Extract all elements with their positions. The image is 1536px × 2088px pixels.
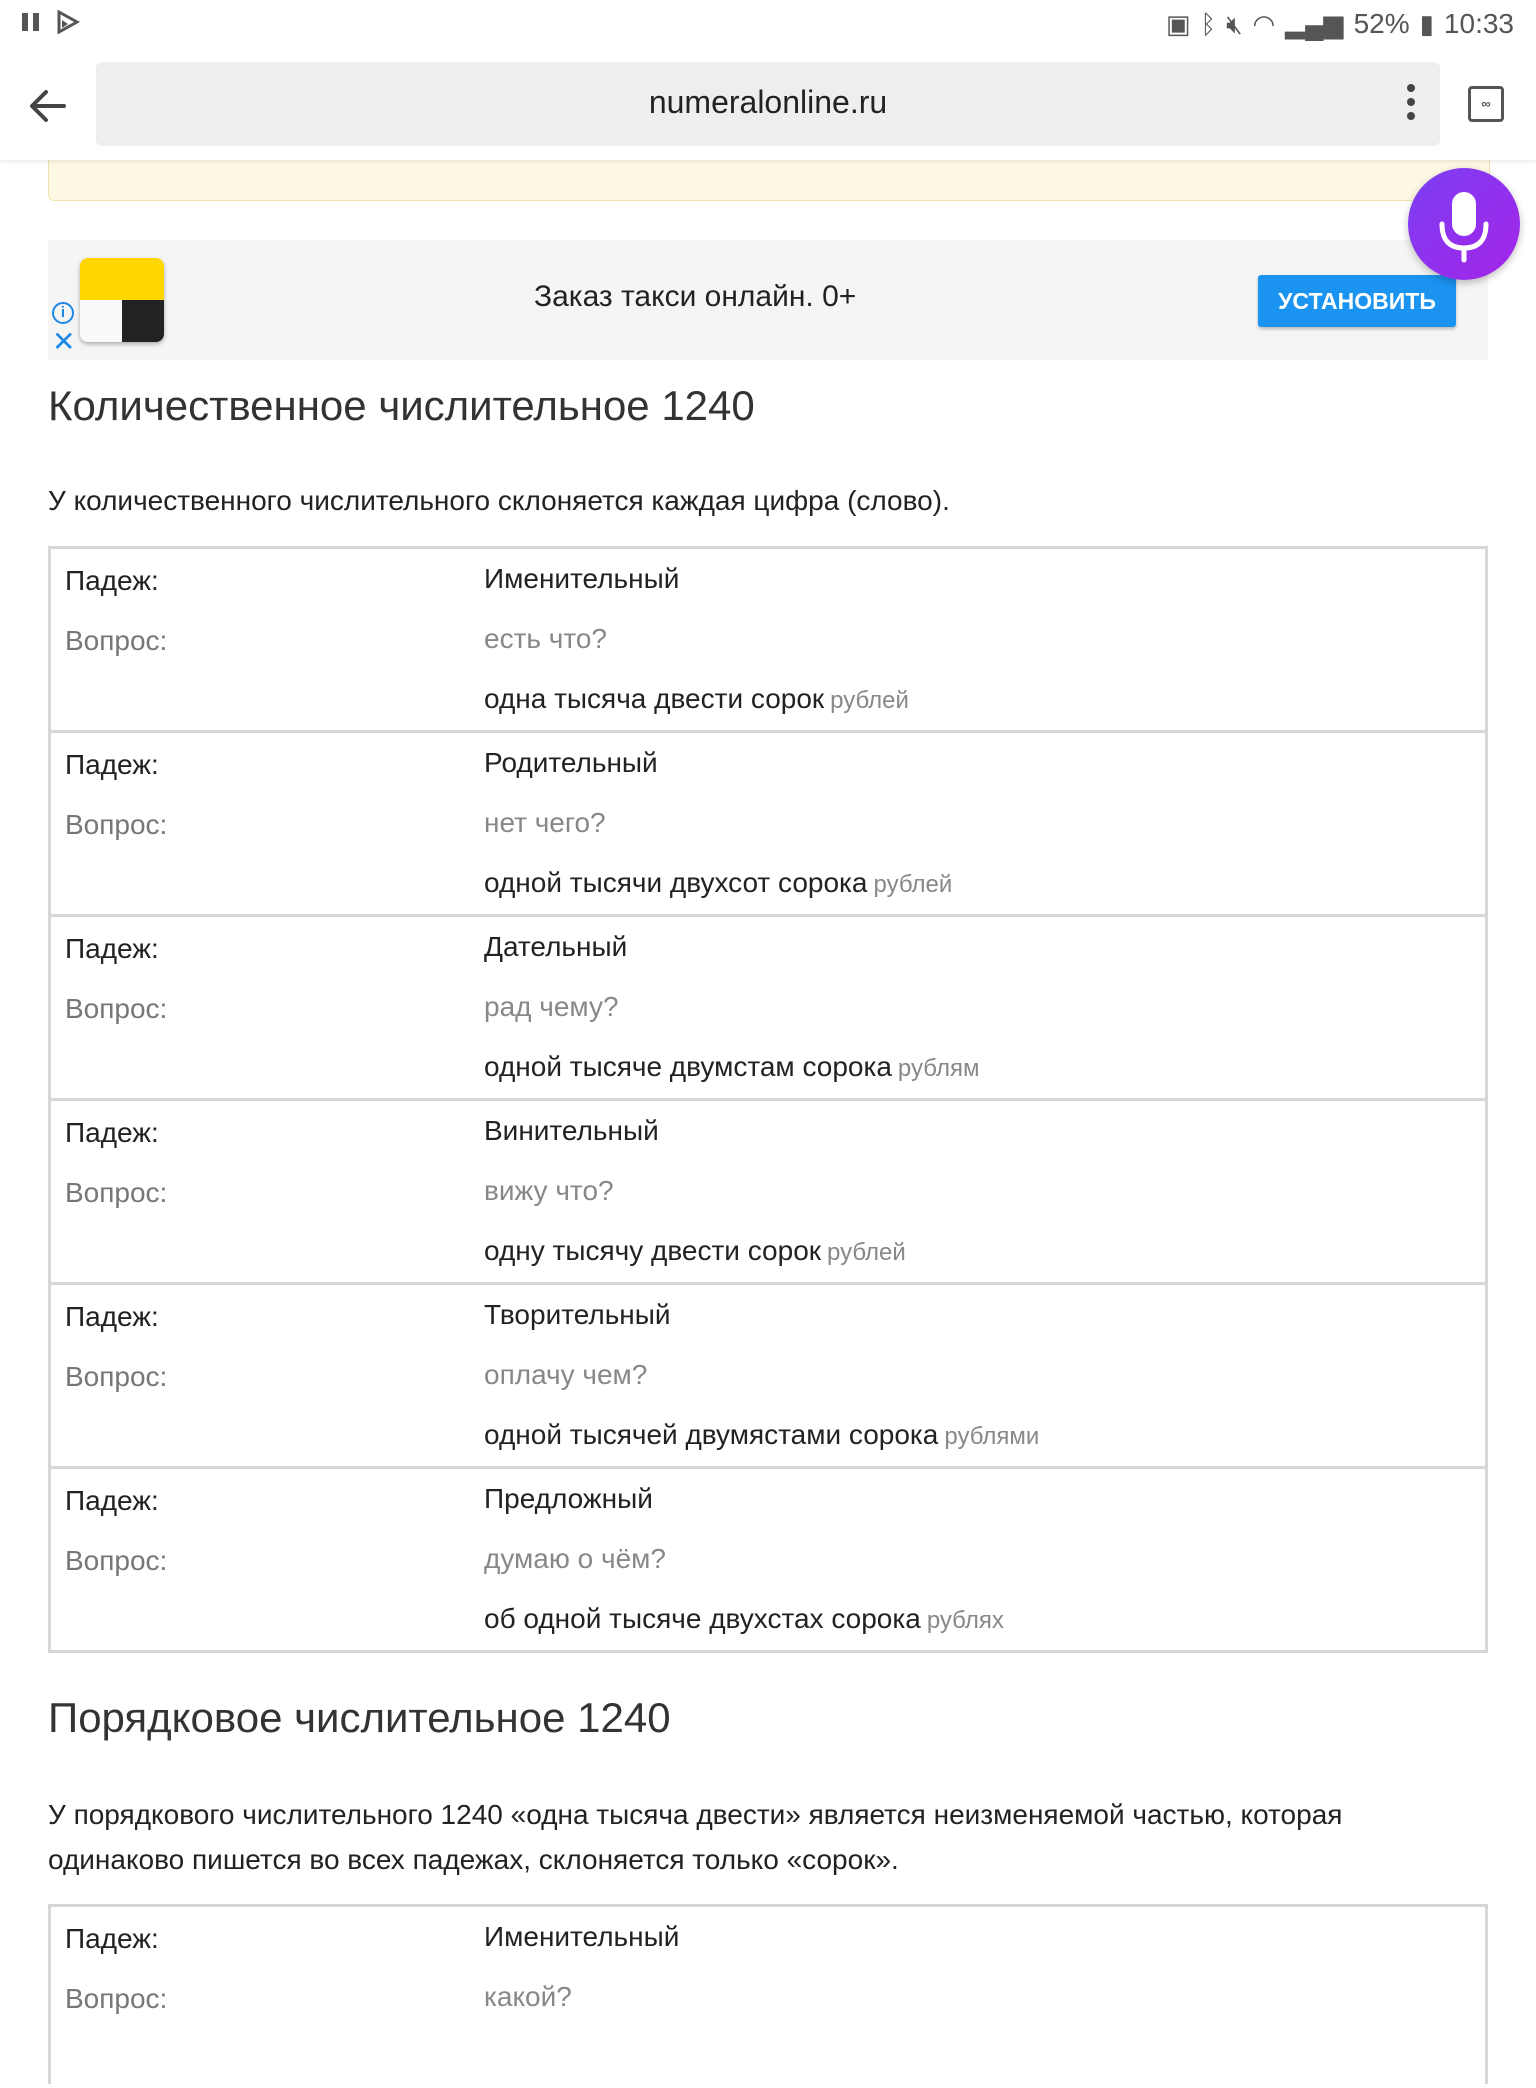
battery-percent: 52% [1353,8,1410,39]
question-label: Вопрос: [65,809,168,840]
case-name: Родительный [484,747,658,778]
numeral-words: одной тысяче двумстам сорока [484,1051,892,1082]
status-left [20,10,80,34]
case-label: Падеж: [65,1485,159,1516]
case-label: Падеж: [65,565,159,596]
case-question: нет чего? [484,807,606,838]
table-row [51,1469,1485,1650]
case-question: есть что? [484,623,608,654]
clock: 10:33 [1443,8,1514,39]
case-label: Падеж: [65,1301,159,1332]
question-label: Вопрос: [65,1545,168,1576]
case-question: вижу что? [484,1175,614,1206]
voice-assistant-button[interactable] [1408,168,1520,280]
numeral-form [484,1051,979,1083]
case-label: Падеж: [65,1117,159,1148]
case-name: Именительный [484,1921,680,1952]
menu-dots-icon[interactable] [1406,84,1416,124]
status-bar [0,0,1536,52]
question-label: Вопрос: [65,993,168,1024]
battery-saver-icon: ▣ [1165,9,1191,39]
numeral-form [484,683,909,715]
play-store-icon [56,10,80,34]
pause-icon [20,11,42,33]
microphone-icon [1408,168,1520,280]
case-label: Падеж: [65,933,159,964]
case-question: рад чему? [484,991,619,1022]
install-button[interactable]: УСТАНОВИТЬ [1258,275,1456,327]
table-row [51,917,1485,1101]
unit-word: рублям [897,1055,980,1082]
case-label: Падеж: [65,1923,159,1954]
case-label: Падеж: [65,749,159,780]
case-name: Творительный [484,1299,671,1330]
status-right [1166,8,1514,40]
table-row [51,1907,1485,2088]
url-text[interactable]: numeralonline.ru [648,84,888,120]
address-bar[interactable] [96,62,1440,146]
browser-toolbar [0,52,1536,160]
back-arrow-icon[interactable] [28,82,68,130]
table-row [51,1285,1485,1469]
numeral-words: одна тысяча двести сорок [484,683,825,714]
wifi-icon: ◠ [1252,9,1276,39]
numeral-words: одну тысячу двести сорок [484,1235,822,1266]
numeral-form [484,867,952,899]
case-question: какой? [484,1981,572,2012]
table-row [51,1101,1485,1285]
ad-text: Заказ такси онлайн. 0+ [534,280,857,313]
case-name: Предложный [484,1483,653,1514]
unit-word: рублями [944,1423,1040,1450]
numeral-form [484,1603,1004,1635]
unit-word: рублей [873,871,953,898]
ad-banner[interactable] [48,240,1488,360]
unit-word: рублей [827,1239,906,1266]
bluetooth-icon: ᛒ [1200,9,1217,39]
numeral-words: одной тысячей двумястами сорока [484,1419,939,1450]
tabs-switcher-icon[interactable]: ∞ [1468,86,1504,122]
unit-word: рублях [926,1607,1004,1634]
ordinal-intro: У порядкового числительного 1240 «одна тысяча двести» является неизменяемой частью, которая одинаково пишется во всех падежах, склоняется только «сорок». [48,1799,1343,1875]
taxi-app-logo [80,258,164,342]
case-question: думаю о чём? [484,1543,666,1574]
ad-info-icon[interactable]: i [52,302,74,324]
case-question: оплачу чем? [484,1359,648,1390]
case-name: Винительный [484,1115,659,1146]
question-label: Вопрос: [65,1177,168,1208]
ordinal-case-table [48,1904,1488,2084]
ad-close-icon[interactable]: ✕ [52,326,76,357]
numeral-form [484,1235,906,1267]
cardinal-case-table [48,546,1488,1653]
question-label: Вопрос: [65,1361,168,1392]
cardinal-intro: У количественного числительного склоняется каждая цифра (слово). [48,485,950,516]
question-label: Вопрос: [65,625,168,656]
numeral-words: об одной тысяче двухстах сорока [484,1603,921,1634]
ordinal-title: Порядковое числительное 1240 [48,1694,671,1741]
table-row [51,549,1485,733]
table-row [51,733,1485,917]
cardinal-title: Количественное числительное 1240 [48,382,755,429]
question-label: Вопрос: [65,1983,168,2014]
mute-icon: 🔇︎ [1226,9,1243,39]
case-name: Именительный [484,563,680,594]
case-name: Дательный [484,931,628,962]
unit-word: рублей [830,687,909,714]
numeral-form [484,1419,1039,1451]
signal-icon: ▂▄▆ [1285,9,1344,39]
numeral-words: одной тысячи двухсот сорока [484,867,868,898]
battery-icon: ▮ [1419,9,1434,39]
